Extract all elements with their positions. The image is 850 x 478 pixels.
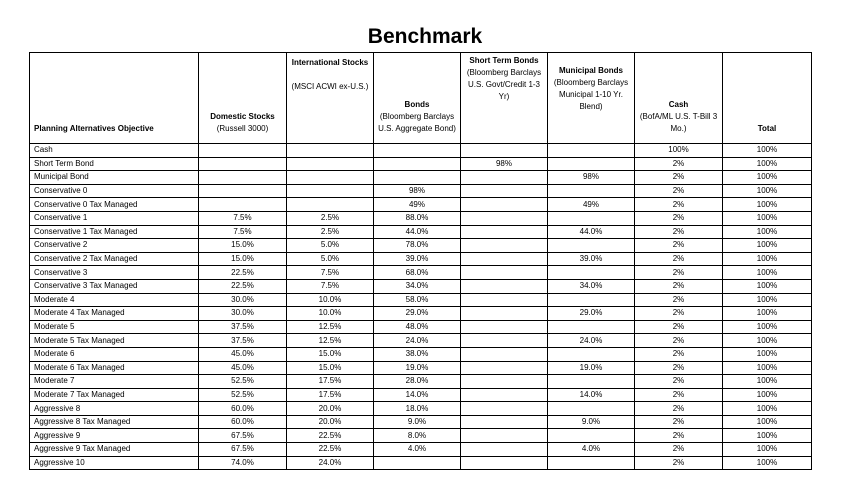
cell-international-stocks (287, 144, 374, 158)
header-international-stocks (287, 53, 374, 144)
table-row (30, 375, 812, 389)
cell-municipal-bonds: 29.0% (548, 307, 635, 321)
cell-municipal-bonds (548, 211, 635, 225)
cell-international-stocks: 10.0% (287, 307, 374, 321)
cell-cash: 2% (635, 279, 723, 293)
cell-international-stocks: 22.5% (287, 429, 374, 443)
table-row (30, 415, 812, 429)
table-row (30, 388, 812, 402)
cell-total: 100% (723, 225, 812, 239)
header-short-term-bonds (461, 53, 548, 144)
cell-international-stocks: 24.0% (287, 456, 374, 470)
table-header (30, 53, 812, 144)
cell-total: 100% (723, 456, 812, 470)
header-main-label: Planning Alternatives Objective (34, 124, 154, 133)
header-main-label: Cash (668, 100, 689, 109)
cell-municipal-bonds (548, 402, 635, 416)
cell-bonds (374, 144, 461, 158)
table-row (30, 184, 812, 198)
cell-cash: 2% (635, 157, 723, 171)
cell-municipal-bonds (548, 144, 635, 158)
cell-bonds: 98% (374, 184, 461, 198)
cell-objective: Conservative 1 (30, 211, 199, 225)
cell-domestic-stocks: 15.0% (199, 252, 287, 266)
cell-domestic-stocks: 52.5% (199, 375, 287, 389)
cell-short-term-bonds (461, 225, 548, 239)
cell-objective: Conservative 3 Tax Managed (30, 279, 199, 293)
cell-objective: Moderate 7 Tax Managed (30, 388, 199, 402)
table-row (30, 266, 812, 280)
cell-domestic-stocks: 22.5% (199, 266, 287, 280)
cell-domestic-stocks: 60.0% (199, 415, 287, 429)
cell-short-term-bonds (461, 211, 548, 225)
table-row (30, 293, 812, 307)
cell-international-stocks: 5.0% (287, 252, 374, 266)
cell-international-stocks: 2.5% (287, 225, 374, 239)
cell-short-term-bonds (461, 361, 548, 375)
cell-cash: 2% (635, 184, 723, 198)
cell-objective: Conservative 0 Tax Managed (30, 198, 199, 212)
cell-cash: 2% (635, 198, 723, 212)
cell-bonds: 29.0% (374, 307, 461, 321)
cell-bonds: 38.0% (374, 347, 461, 361)
cell-bonds: 9.0% (374, 415, 461, 429)
header-sub-label: (BofA/ML U.S. T-Bill 3 Mo.) (639, 112, 718, 133)
header-sub-label: (Bloomberg Barclays Municipal 1-10 Yr. Blend) (553, 78, 629, 111)
cell-short-term-bonds (461, 388, 548, 402)
table-row (30, 307, 812, 321)
cell-total: 100% (723, 402, 812, 416)
cell-bonds: 39.0% (374, 252, 461, 266)
table-row (30, 334, 812, 348)
cell-bonds (374, 171, 461, 185)
header-cash (635, 53, 723, 144)
table-row (30, 225, 812, 239)
table-row (30, 429, 812, 443)
table-row (30, 144, 812, 158)
header-main-label: Total (757, 124, 777, 133)
cell-cash: 2% (635, 415, 723, 429)
cell-international-stocks: 7.5% (287, 279, 374, 293)
header-row (30, 53, 812, 144)
cell-cash: 2% (635, 388, 723, 402)
cell-domestic-stocks: 7.5% (199, 225, 287, 239)
cell-short-term-bonds (461, 144, 548, 158)
cell-cash: 2% (635, 239, 723, 253)
header-domestic-stocks (199, 53, 287, 144)
cell-municipal-bonds: 14.0% (548, 388, 635, 402)
cell-international-stocks: 17.5% (287, 388, 374, 402)
cell-municipal-bonds (548, 239, 635, 253)
cell-domestic-stocks: 67.5% (199, 443, 287, 457)
cell-cash: 2% (635, 456, 723, 470)
cell-objective: Conservative 2 Tax Managed (30, 252, 199, 266)
cell-domestic-stocks: 67.5% (199, 429, 287, 443)
header-main-label: Short Term Bonds (469, 56, 539, 65)
cell-cash: 2% (635, 225, 723, 239)
cell-international-stocks: 22.5% (287, 443, 374, 457)
cell-short-term-bonds (461, 184, 548, 198)
cell-municipal-bonds (548, 293, 635, 307)
cell-international-stocks: 20.0% (287, 415, 374, 429)
cell-total: 100% (723, 198, 812, 212)
cell-municipal-bonds (548, 157, 635, 171)
table-row (30, 252, 812, 266)
cell-bonds: 68.0% (374, 266, 461, 280)
cell-objective: Conservative 0 (30, 184, 199, 198)
cell-total: 100% (723, 252, 812, 266)
cell-short-term-bonds (461, 402, 548, 416)
cell-domestic-stocks: 30.0% (199, 293, 287, 307)
cell-total: 100% (723, 361, 812, 375)
cell-bonds (374, 456, 461, 470)
cell-objective: Short Term Bond (30, 157, 199, 171)
header-sub-label: (MSCI ACWI ex-U.S.) (291, 82, 369, 91)
cell-domestic-stocks: 45.0% (199, 361, 287, 375)
cell-bonds: 18.0% (374, 402, 461, 416)
table-row (30, 239, 812, 253)
cell-total: 100% (723, 157, 812, 171)
cell-total: 100% (723, 266, 812, 280)
cell-total: 100% (723, 320, 812, 334)
cell-international-stocks: 5.0% (287, 239, 374, 253)
cell-international-stocks: 7.5% (287, 266, 374, 280)
cell-bonds: 34.0% (374, 279, 461, 293)
cell-objective: Moderate 4 Tax Managed (30, 307, 199, 321)
header-main-label: Municipal Bonds (559, 66, 623, 75)
cell-international-stocks: 15.0% (287, 347, 374, 361)
cell-objective: Moderate 5 (30, 320, 199, 334)
table-row (30, 198, 812, 212)
table-row (30, 171, 812, 185)
table-row (30, 279, 812, 293)
cell-bonds: 78.0% (374, 239, 461, 253)
cell-bonds: 44.0% (374, 225, 461, 239)
cell-short-term-bonds (461, 239, 548, 253)
table-row (30, 443, 812, 457)
cell-objective: Aggressive 8 (30, 402, 199, 416)
cell-domestic-stocks: 37.5% (199, 320, 287, 334)
cell-short-term-bonds (461, 279, 548, 293)
table-row (30, 361, 812, 375)
cell-short-term-bonds (461, 307, 548, 321)
cell-objective: Conservative 1 Tax Managed (30, 225, 199, 239)
cell-total: 100% (723, 211, 812, 225)
cell-domestic-stocks (199, 144, 287, 158)
cell-objective: Moderate 4 (30, 293, 199, 307)
cell-objective: Cash (30, 144, 199, 158)
cell-municipal-bonds: 4.0% (548, 443, 635, 457)
cell-municipal-bonds: 19.0% (548, 361, 635, 375)
page-title: Benchmark (367, 25, 483, 48)
cell-objective: Aggressive 9 Tax Managed (30, 443, 199, 457)
cell-cash: 2% (635, 252, 723, 266)
cell-cash: 2% (635, 334, 723, 348)
cell-total: 100% (723, 375, 812, 389)
cell-cash: 2% (635, 266, 723, 280)
header-planning-objective (30, 53, 199, 144)
header-sub-label: (Bloomberg Barclays U.S. Govt/Credit 1-3 Yr) (466, 68, 542, 101)
header-sub-label: (Bloomberg Barclays U.S. Aggregate Bond) (378, 112, 456, 133)
cell-international-stocks: 12.5% (287, 320, 374, 334)
table-body (30, 144, 812, 470)
cell-total: 100% (723, 293, 812, 307)
header-total (723, 53, 812, 144)
cell-short-term-bonds (461, 456, 548, 470)
cell-total: 100% (723, 171, 812, 185)
cell-international-stocks: 12.5% (287, 334, 374, 348)
cell-total: 100% (723, 388, 812, 402)
benchmark-table (29, 52, 812, 470)
cell-municipal-bonds (548, 320, 635, 334)
header-main-label: Domestic Stocks (210, 112, 275, 121)
cell-objective: Aggressive 9 (30, 429, 199, 443)
cell-domestic-stocks: 45.0% (199, 347, 287, 361)
cell-domestic-stocks: 30.0% (199, 307, 287, 321)
cell-international-stocks: 10.0% (287, 293, 374, 307)
cell-short-term-bonds: 98% (461, 157, 548, 171)
cell-bonds: 14.0% (374, 388, 461, 402)
cell-domestic-stocks: 52.5% (199, 388, 287, 402)
cell-bonds: 28.0% (374, 375, 461, 389)
cell-municipal-bonds: 44.0% (548, 225, 635, 239)
cell-total: 100% (723, 347, 812, 361)
cell-objective: Conservative 3 (30, 266, 199, 280)
cell-cash: 2% (635, 375, 723, 389)
table-row (30, 347, 812, 361)
cell-short-term-bonds (461, 375, 548, 389)
cell-objective: Aggressive 10 (30, 456, 199, 470)
cell-domestic-stocks (199, 184, 287, 198)
cell-cash: 2% (635, 320, 723, 334)
cell-short-term-bonds (461, 443, 548, 457)
cell-municipal-bonds: 49% (548, 198, 635, 212)
cell-bonds: 88.0% (374, 211, 461, 225)
cell-short-term-bonds (461, 347, 548, 361)
table-row (30, 157, 812, 171)
cell-short-term-bonds (461, 293, 548, 307)
cell-municipal-bonds (548, 375, 635, 389)
cell-short-term-bonds (461, 266, 548, 280)
cell-municipal-bonds (548, 429, 635, 443)
cell-short-term-bonds (461, 415, 548, 429)
cell-total: 100% (723, 415, 812, 429)
cell-domestic-stocks: 74.0% (199, 456, 287, 470)
cell-short-term-bonds (461, 198, 548, 212)
cell-domestic-stocks (199, 198, 287, 212)
header-sub-label: (Russell 3000) (216, 124, 269, 133)
cell-objective: Moderate 5 Tax Managed (30, 334, 199, 348)
cell-short-term-bonds (461, 171, 548, 185)
cell-municipal-bonds: 24.0% (548, 334, 635, 348)
cell-municipal-bonds: 98% (548, 171, 635, 185)
cell-bonds: 49% (374, 198, 461, 212)
cell-bonds (374, 157, 461, 171)
cell-objective: Municipal Bond (30, 171, 199, 185)
cell-municipal-bonds (548, 347, 635, 361)
cell-total: 100% (723, 239, 812, 253)
cell-municipal-bonds (548, 184, 635, 198)
cell-cash: 2% (635, 293, 723, 307)
cell-international-stocks (287, 171, 374, 185)
table-row (30, 320, 812, 334)
cell-municipal-bonds: 34.0% (548, 279, 635, 293)
header-main-label: International Stocks (291, 58, 369, 67)
cell-short-term-bonds (461, 429, 548, 443)
table-row (30, 402, 812, 416)
header-municipal-bonds (548, 53, 635, 144)
cell-municipal-bonds (548, 266, 635, 280)
cell-total: 100% (723, 334, 812, 348)
cell-bonds: 4.0% (374, 443, 461, 457)
cell-total: 100% (723, 307, 812, 321)
cell-total: 100% (723, 279, 812, 293)
cell-objective: Aggressive 8 Tax Managed (30, 415, 199, 429)
cell-municipal-bonds: 39.0% (548, 252, 635, 266)
cell-international-stocks: 20.0% (287, 402, 374, 416)
cell-bonds: 48.0% (374, 320, 461, 334)
cell-objective: Moderate 6 Tax Managed (30, 361, 199, 375)
cell-domestic-stocks: 15.0% (199, 239, 287, 253)
cell-total: 100% (723, 144, 812, 158)
cell-cash: 2% (635, 307, 723, 321)
cell-total: 100% (723, 429, 812, 443)
cell-cash: 2% (635, 171, 723, 185)
cell-international-stocks (287, 198, 374, 212)
header-bonds (374, 53, 461, 144)
cell-objective: Moderate 6 (30, 347, 199, 361)
cell-cash: 2% (635, 347, 723, 361)
cell-bonds: 24.0% (374, 334, 461, 348)
header-main-label: Bonds (404, 100, 430, 109)
cell-cash: 100% (635, 144, 723, 158)
cell-domestic-stocks: 37.5% (199, 334, 287, 348)
cell-cash: 2% (635, 429, 723, 443)
cell-cash: 2% (635, 211, 723, 225)
cell-short-term-bonds (461, 252, 548, 266)
cell-international-stocks (287, 157, 374, 171)
cell-objective: Conservative 2 (30, 239, 199, 253)
cell-cash: 2% (635, 443, 723, 457)
cell-domestic-stocks (199, 157, 287, 171)
cell-municipal-bonds (548, 456, 635, 470)
cell-objective: Moderate 7 (30, 375, 199, 389)
cell-international-stocks (287, 184, 374, 198)
cell-bonds: 19.0% (374, 361, 461, 375)
table-row (30, 456, 812, 470)
cell-short-term-bonds (461, 320, 548, 334)
cell-international-stocks: 15.0% (287, 361, 374, 375)
cell-cash: 2% (635, 361, 723, 375)
cell-domestic-stocks: 22.5% (199, 279, 287, 293)
table-row (30, 211, 812, 225)
cell-domestic-stocks (199, 171, 287, 185)
cell-cash: 2% (635, 402, 723, 416)
cell-international-stocks: 17.5% (287, 375, 374, 389)
cell-bonds: 8.0% (374, 429, 461, 443)
cell-domestic-stocks: 7.5% (199, 211, 287, 225)
cell-total: 100% (723, 443, 812, 457)
cell-municipal-bonds: 9.0% (548, 415, 635, 429)
cell-short-term-bonds (461, 334, 548, 348)
cell-domestic-stocks: 60.0% (199, 402, 287, 416)
cell-total: 100% (723, 184, 812, 198)
cell-bonds: 58.0% (374, 293, 461, 307)
cell-international-stocks: 2.5% (287, 211, 374, 225)
